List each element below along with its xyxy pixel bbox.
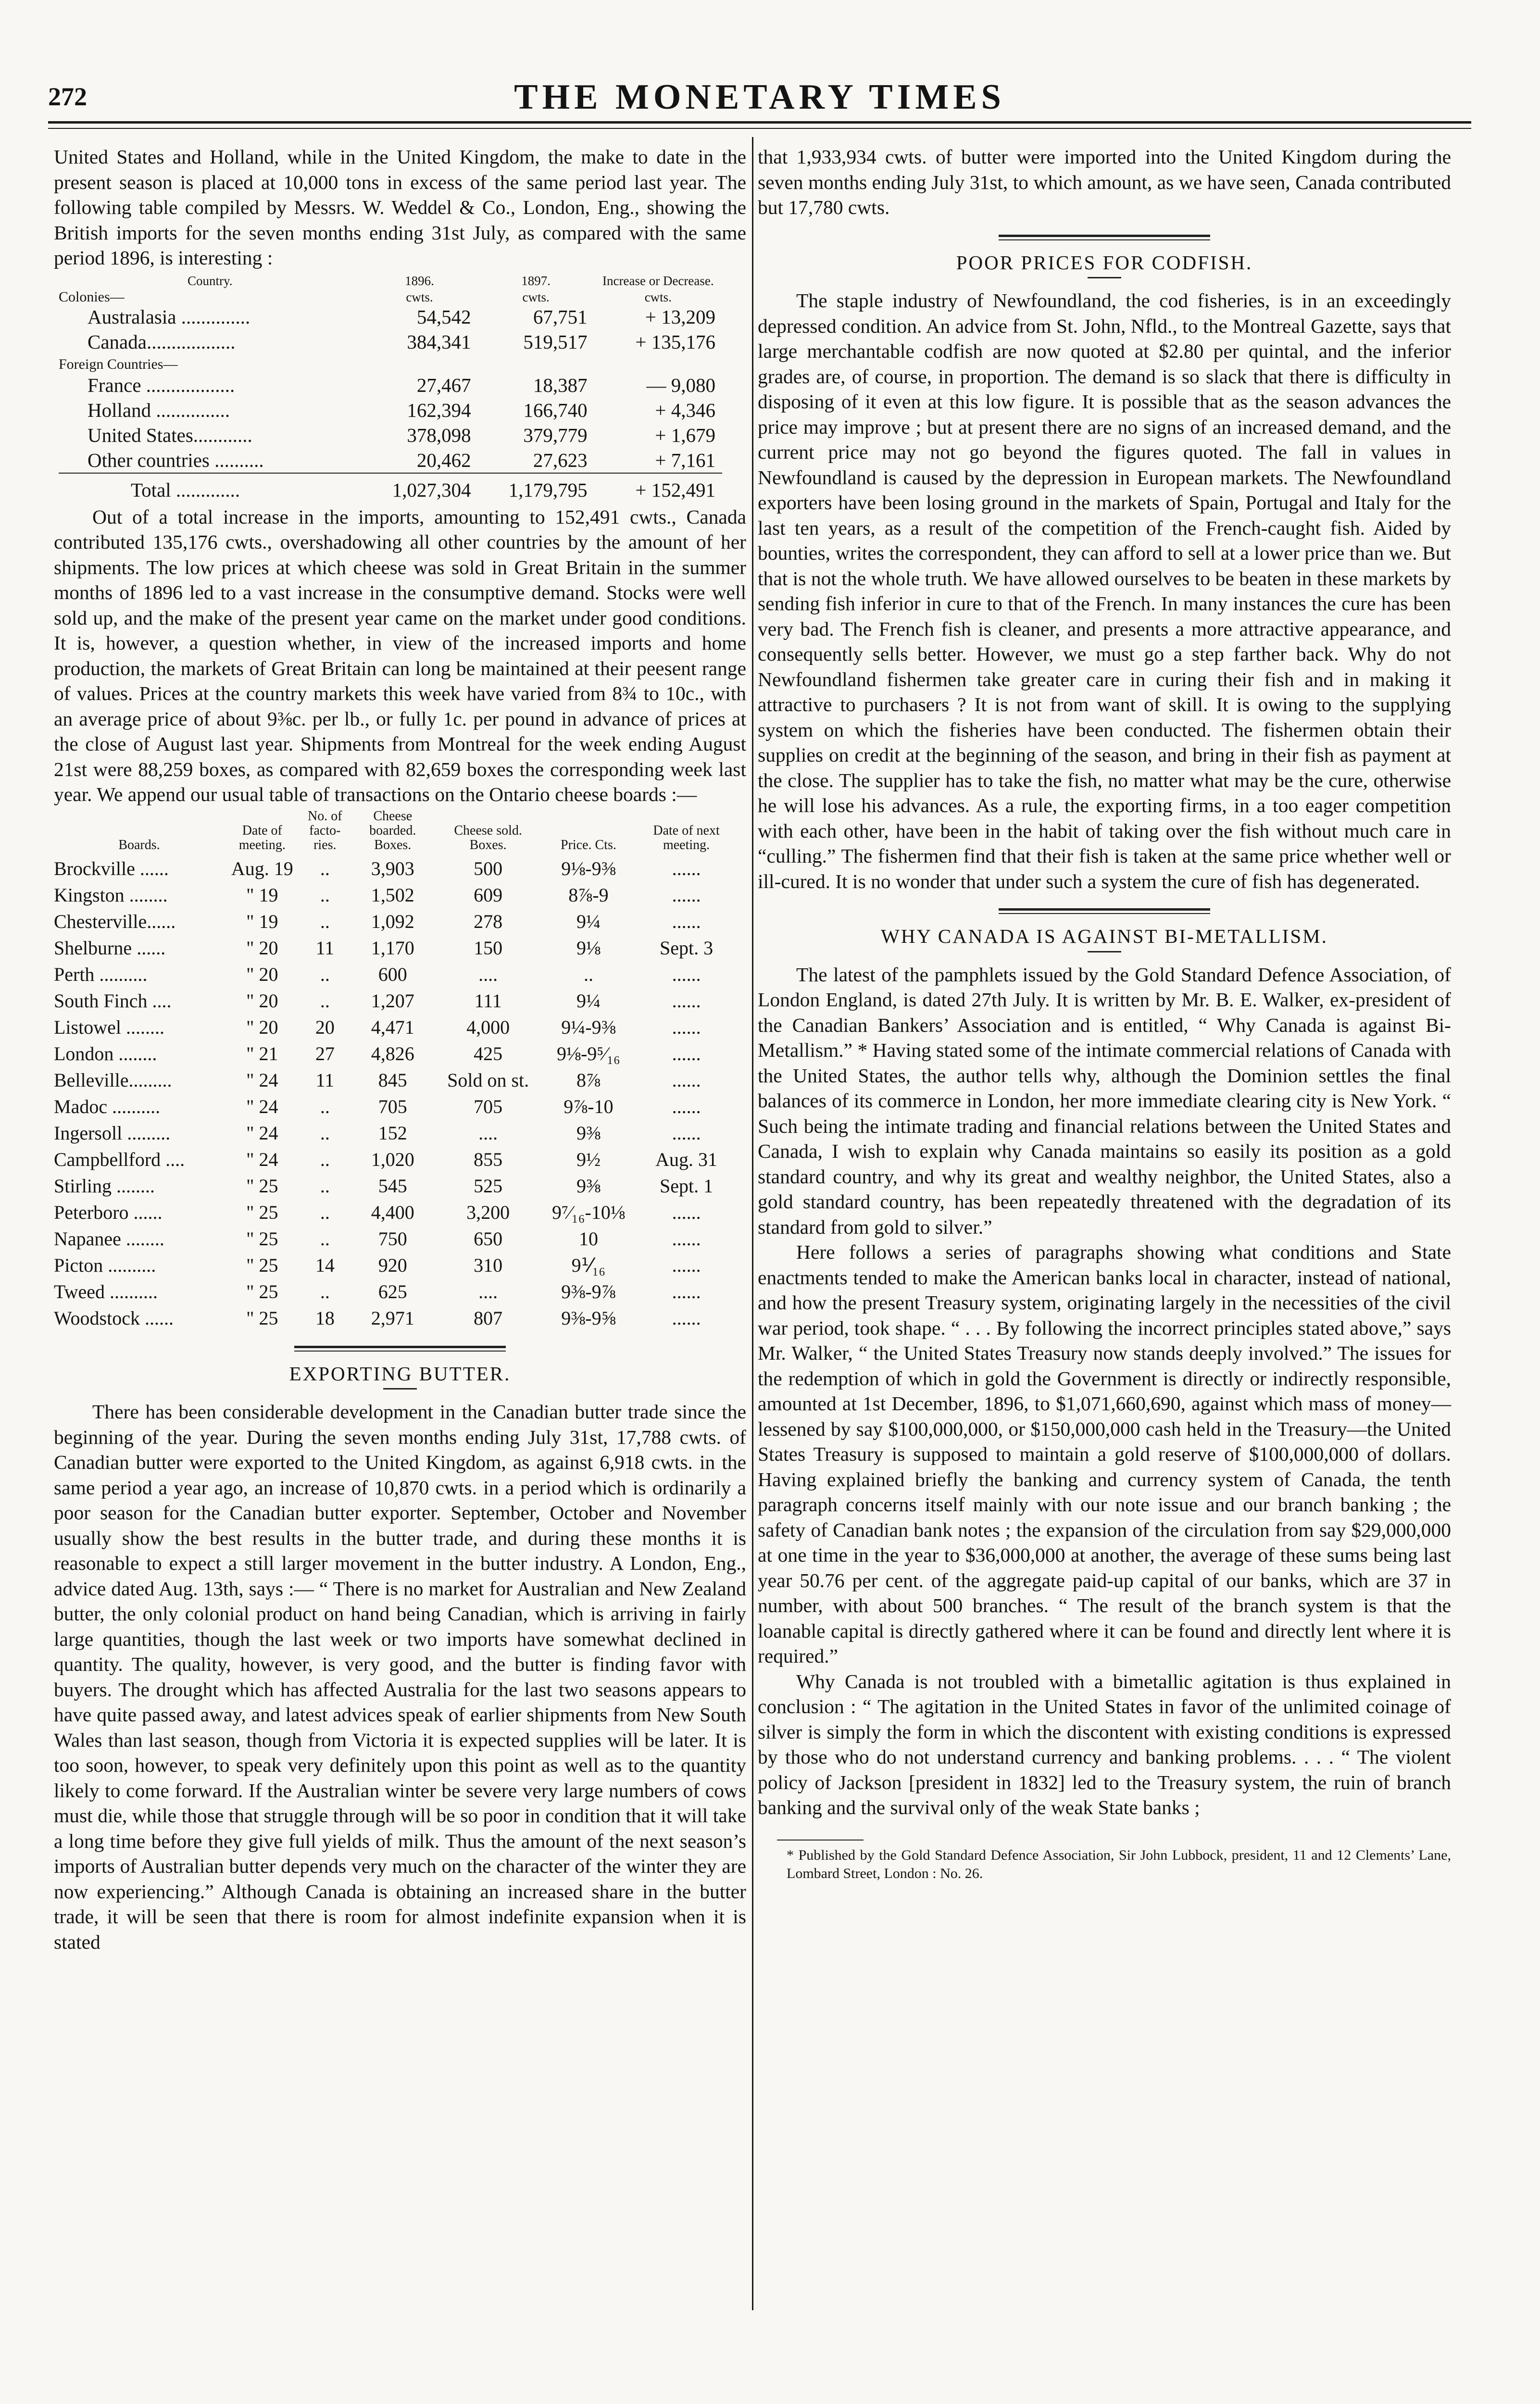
foreign-label: Foreign Countries— bbox=[59, 356, 178, 372]
total-1896: 1,027,304 bbox=[361, 473, 477, 502]
factory-count: .. bbox=[320, 910, 330, 932]
country-name: Australasia .............. bbox=[88, 305, 250, 328]
bimetallism-paragraph: Why Canada is not troubled with a bimetallic agitation is thus explained in conclusion : “ The agitation in the United States in favor of the unlimited coinage of silver is simply the form in which the discontent with existing conditions is expressed by those who do not understand currency and banking problems. . . . “ The violent policy of Jackson [president in 1832] led to the Treasury system, the ruin of branch banking and the survival only of the weak State banks ; bbox=[758, 1670, 1451, 1818]
board-name: Napanee ........ bbox=[54, 1227, 164, 1250]
table-row bbox=[54, 1120, 737, 1146]
factory-count: .. bbox=[320, 1122, 330, 1144]
heading-rule bbox=[1088, 951, 1121, 952]
price-cents: 9¼-9⅜ bbox=[561, 1016, 616, 1038]
boxes-boarded: 545 bbox=[378, 1175, 407, 1197]
heading-rule bbox=[1088, 277, 1121, 278]
table-row bbox=[54, 1252, 737, 1278]
table-row bbox=[59, 373, 722, 398]
page-header bbox=[48, 77, 1471, 120]
price-cents: 9⅜-9⅝ bbox=[561, 1307, 616, 1329]
col-header-1897: 1897. bbox=[521, 273, 551, 288]
cheese-article-paragraph: Out of a total increase in the imports, amounting to 152,491 cwts., Canada contributed 135,176 cwts., overshadowing all other countries by the amount of her shipments. The low prices at which cheese was sold in Great Britain in the summer months of 1896 led to a vast increase in the consumptive demand. Stocks were well sold up, and the make of the present year came on the market under good conditions. It is, however, a question whether, in view of the increased imports and home production, the markets of Great Britain can long be maintained at their peesent range of values. Prices at the country markets this week have varied from 8¾ to 10c., with an average price of about 9⅜c. per lb., or fully 1c. per pound in advance of prices at the close of August last year. Shipments from Montreal for the week ending August 21st were 88,259 boxes, as compared with 82,659 boxes the corresponding week last year. We append our usual table of transactions on the Ontario cheese boards :— bbox=[54, 505, 746, 805]
colonies-label: Colonies— bbox=[59, 288, 125, 305]
table-row bbox=[54, 1173, 737, 1199]
meeting-date: " 21 bbox=[246, 1042, 278, 1064]
boxes-boarded: 1,207 bbox=[371, 989, 414, 1012]
boxes-sold: .... bbox=[478, 1280, 498, 1302]
boxes-boarded: 4,471 bbox=[371, 1016, 414, 1038]
next-meeting: ...... bbox=[672, 1016, 701, 1038]
table-row bbox=[59, 448, 722, 473]
boxes-sold: 425 bbox=[474, 1042, 503, 1064]
next-meeting: ...... bbox=[672, 1254, 701, 1276]
board-name: Ingersoll ......... bbox=[54, 1122, 171, 1144]
price-cents: 8⅞-9 bbox=[568, 884, 609, 906]
page-number: 272 bbox=[48, 82, 87, 111]
boxes-boarded: 845 bbox=[378, 1069, 407, 1091]
table-row bbox=[54, 988, 737, 1014]
col-header-board: Boards. bbox=[118, 837, 160, 852]
column-divider bbox=[752, 137, 753, 2310]
next-meeting: ...... bbox=[672, 1069, 701, 1091]
next-meeting: Sept. 1 bbox=[660, 1175, 714, 1197]
table-row bbox=[54, 1146, 737, 1173]
value-change: + 135,176 bbox=[635, 330, 715, 353]
next-meeting: ...... bbox=[672, 857, 701, 879]
boxes-sold: .... bbox=[478, 963, 498, 985]
boxes-boarded: 1,170 bbox=[371, 937, 414, 959]
board-name: London ........ bbox=[54, 1042, 157, 1064]
table-row bbox=[54, 1226, 737, 1252]
heading-rule bbox=[383, 1388, 417, 1390]
table-row bbox=[54, 961, 737, 988]
next-meeting: Aug. 31 bbox=[655, 1148, 718, 1170]
footnote-rule bbox=[777, 1840, 864, 1841]
value-change: — 9,080 bbox=[646, 374, 715, 396]
col-header-date: Date of meeting. bbox=[238, 823, 286, 852]
col-header-sold: Cheese sold. Boxes. bbox=[454, 823, 522, 852]
col-header-country: Country. bbox=[187, 273, 233, 288]
price-cents: 9⅞-10 bbox=[563, 1095, 613, 1117]
col-header-change: Increase or Decrease. bbox=[602, 273, 714, 288]
value-1897: 18,387 bbox=[533, 374, 588, 396]
meeting-date: " 25 bbox=[246, 1254, 278, 1276]
factory-count: .. bbox=[320, 1095, 330, 1117]
value-change: + 4,346 bbox=[655, 399, 715, 421]
next-meeting: Sept. 3 bbox=[660, 937, 714, 959]
table-row bbox=[59, 423, 722, 448]
next-meeting: ...... bbox=[672, 963, 701, 985]
meeting-date: " 24 bbox=[246, 1122, 278, 1144]
butter-article-continuation: that 1,933,934 cwts. of butter were imported into the United Kingdom during the seven months ending July 31st, to which amount, as we have seen, Canada contributed but 17,780 cwts. bbox=[758, 146, 1451, 218]
boxes-boarded: 750 bbox=[378, 1227, 407, 1250]
table-row bbox=[54, 1014, 737, 1040]
board-name: Brockville ...... bbox=[54, 857, 169, 879]
value-change: + 7,161 bbox=[655, 449, 715, 471]
left-column bbox=[54, 144, 746, 1954]
boxes-boarded: 4,826 bbox=[371, 1042, 414, 1064]
next-meeting: ...... bbox=[672, 1042, 701, 1064]
right-column bbox=[758, 144, 1451, 1883]
country-name: Canada.................. bbox=[88, 330, 236, 353]
factory-count: .. bbox=[320, 1175, 330, 1197]
table-row bbox=[54, 855, 737, 882]
factory-count: 20 bbox=[315, 1016, 335, 1038]
factory-count: .. bbox=[320, 884, 330, 906]
price-cents: 9⅛-9⁵⁄₁₆ bbox=[557, 1042, 620, 1064]
bimetallism-paragraph: The latest of the pamphlets issued by the Gold Standard Defence Association, of London England, is dated 27th July. It is written by Mr. B. E. Walker, ex-president of the Canadian Bankers’ Association and is entitled, “ Why Canada is against Bi-Metallism.” * Having stated some of the intimate commercial relations of Canada with the United States, the author tells why, although the Dominion settles the final balances of its commerce in London, her more immediate clearing city is New York. “ Such being the intimate trading and financial relations between the United States and Canada, I wish to explain why Canada maintains so easily its position as a gold standard country, and why its great and wealthy neighbor, the United States, also a gold standard country, has been repeatedly threatened with the degradation of its standard from gold to silver.” bbox=[758, 963, 1451, 1238]
value-1896: 162,394 bbox=[407, 399, 471, 421]
meeting-date: " 25 bbox=[246, 1175, 278, 1197]
unit-1897: cwts. bbox=[522, 289, 550, 304]
meeting-date: " 20 bbox=[246, 989, 278, 1012]
meeting-date: Aug. 19 bbox=[231, 857, 293, 879]
value-1897: 379,779 bbox=[523, 424, 588, 446]
meeting-date: " 25 bbox=[246, 1201, 278, 1223]
section-rule bbox=[999, 235, 1210, 240]
butter-heading: EXPORTING BUTTER. bbox=[289, 1362, 511, 1385]
value-1896: 54,542 bbox=[416, 305, 471, 328]
next-meeting: ...... bbox=[672, 1122, 701, 1144]
boxes-boarded: 2,971 bbox=[371, 1307, 414, 1329]
value-1897: 166,740 bbox=[523, 399, 588, 421]
total-label: Total ............. bbox=[59, 473, 361, 502]
board-name: Listowel ........ bbox=[54, 1016, 164, 1038]
country-name: Other countries .......... bbox=[88, 449, 264, 471]
cheese-article-paragraph: United States and Holland, while in the United Kingdom, the make to date in the present season is placed at 10,000 tons in excess of the same period last year. The following table compiled by Messrs. W. Weddel & Co., London, Eng., showing the British imports for the seven months ending 31st July, as compared with the same period 1896, is interesting : bbox=[54, 146, 746, 269]
col-header-next: Date of next meeting. bbox=[653, 823, 720, 852]
butter-article-paragraph: There has been considerable development in the Canadian butter trade since the beginning of the year. During the seven months ending July 31st, 17,788 cwts. of Canadian butter were exported to the United Kingdom, as against 6,918 cwts. in the same period a year ago, an increase of 10,870 cwts. in a period which is ordinarily a poor season for the Canadian butter exporter. September, October and November usually show the best results in the butter trade, and during these months it is reasonable to expect a still larger movement in the butter industry. A London, Eng., advice dated Aug. 13th, says :— “ There is no market for Australian and New Zealand butter, the only colonial product on hand being Canadian, which is arriving in fairly large quantities, though the last week or two imports have somewhat declined in quantity. The quality, however, is very good, and the butter is finding favor with buyers. The drought which has affected Australia for the last two seasons appears to have quite passed away, and latest advices speak of earlier shipments from New South Wales than last season, though from Victoria it is expected supplies will be later. It is too soon, however, to speak very definitely upon this point as well as to the quantity likely to come forward. If the Australian winter be severe very large numbers of cows must die, while those that struggle through will be so poor in condition that it will take a long time before they give full yields of milk. Thus the amount of the next season’s imports of Australian butter depends very much on the character of the winter they are now experiencing.” Although Canada is obtaining an increased share in the butter trade, it will be seen that there is room for almost indefinite expansion when it is stated bbox=[54, 1401, 746, 1953]
boxes-sold: .... bbox=[478, 1122, 498, 1144]
codfish-heading: POOR PRICES FOR CODFISH. bbox=[956, 251, 1253, 274]
boxes-boarded: 1,092 bbox=[371, 910, 414, 932]
boxes-boarded: 1,502 bbox=[371, 884, 414, 906]
table-row bbox=[59, 329, 722, 354]
value-1896: 20,462 bbox=[416, 449, 471, 471]
price-cents: 9⅜-9⅞ bbox=[561, 1280, 616, 1302]
boxes-sold: 705 bbox=[474, 1095, 503, 1117]
board-name: Tweed .......... bbox=[54, 1280, 158, 1302]
board-name: Chesterville...... bbox=[54, 910, 176, 932]
board-name: Shelburne ...... bbox=[54, 937, 166, 959]
boxes-boarded: 625 bbox=[378, 1280, 407, 1302]
boxes-sold: 609 bbox=[474, 884, 503, 906]
price-cents: 8⅞ bbox=[576, 1069, 601, 1091]
factory-count: 11 bbox=[315, 1069, 335, 1091]
meeting-date: " 25 bbox=[246, 1280, 278, 1302]
boxes-boarded: 152 bbox=[378, 1122, 407, 1144]
table-row bbox=[54, 1199, 737, 1226]
col-header-boarded: Cheese boarded. Boxes. bbox=[369, 808, 416, 852]
boxes-sold: 278 bbox=[474, 910, 503, 932]
next-meeting: ...... bbox=[672, 1307, 701, 1329]
factory-count: .. bbox=[320, 1227, 330, 1250]
factory-count: .. bbox=[320, 857, 330, 879]
value-change: + 13,209 bbox=[645, 305, 715, 328]
unit-1896: cwts. bbox=[406, 289, 433, 304]
total-1897: 1,179,795 bbox=[478, 473, 594, 502]
price-cents: 10 bbox=[578, 1227, 598, 1250]
country-name: France .................. bbox=[88, 374, 235, 396]
table-row bbox=[54, 1040, 737, 1067]
table-total-row bbox=[59, 473, 722, 502]
boxes-boarded: 920 bbox=[378, 1254, 407, 1276]
cheese-boards-table bbox=[54, 809, 737, 1331]
value-1896: 27,467 bbox=[416, 374, 471, 396]
boxes-boarded: 3,903 bbox=[371, 857, 414, 879]
boxes-boarded: 4,400 bbox=[371, 1201, 414, 1223]
next-meeting: ...... bbox=[672, 1227, 701, 1250]
factory-count: 11 bbox=[315, 937, 335, 959]
price-cents: 9⅛-9⅜ bbox=[561, 857, 616, 879]
price-cents: .. bbox=[583, 963, 593, 985]
table-row bbox=[59, 398, 722, 423]
board-name: Stirling ........ bbox=[54, 1175, 155, 1197]
boxes-sold: Sold on st. bbox=[447, 1069, 529, 1091]
table-row bbox=[54, 908, 737, 935]
imports-table bbox=[59, 274, 722, 502]
meeting-date: " 25 bbox=[246, 1227, 278, 1250]
next-meeting: ...... bbox=[672, 910, 701, 932]
meeting-date: " 24 bbox=[246, 1148, 278, 1170]
table-row bbox=[54, 1067, 737, 1093]
board-name: Perth .......... bbox=[54, 963, 148, 985]
next-meeting: ...... bbox=[672, 884, 701, 906]
factory-count: 18 bbox=[315, 1307, 335, 1329]
factory-count: 14 bbox=[315, 1254, 335, 1276]
value-1896: 378,098 bbox=[407, 424, 471, 446]
value-1897: 27,623 bbox=[533, 449, 588, 471]
board-name: Picton .......... bbox=[54, 1254, 156, 1276]
boxes-sold: 150 bbox=[474, 937, 503, 959]
factory-count: .. bbox=[320, 1148, 330, 1170]
boxes-sold: 855 bbox=[474, 1148, 503, 1170]
next-meeting: ...... bbox=[672, 1280, 701, 1302]
meeting-date: " 20 bbox=[246, 963, 278, 985]
value-change: + 1,679 bbox=[655, 424, 715, 446]
table-row bbox=[59, 304, 722, 329]
factory-count: .. bbox=[320, 1280, 330, 1302]
col-header-factories: No. of facto-ries. bbox=[308, 808, 342, 852]
board-name: Woodstock ...... bbox=[54, 1307, 174, 1329]
meeting-date: " 25 bbox=[246, 1307, 278, 1329]
price-cents: 9¼ bbox=[576, 989, 601, 1012]
next-meeting: ...... bbox=[672, 1201, 701, 1223]
meeting-date: " 20 bbox=[246, 1016, 278, 1038]
bimetallism-paragraph: Here follows a series of paragraphs showing what conditions and State enactments tended to make the American banks local in character, instead of national, and how the present Treasury system, originating largely in the necessities of the civil war period, took shape. “ . . . By following the incorrect principles stated above,” says Mr. Walker, “ the United States Treasury now stands deeply involved.” The issues for the redemption of which in gold the Government is directly or indirectly responsible, amounted at 1st December, 1896, to $1,071,660,690, against which mass of money—lessened by say $100,000,000, or $150,000,000 cash held in the Treasury—the United States Treasury is supposed to maintain a gold reserve of $100,000,000 of dollars. Having explained briefly the banking and currency system of Canada, the tenth paragraph concerns itself mainly with our note issue and our branch banking ; the safety of Canadian bank notes ; the expansion of the circulation from say $29,000,000 at one time in the year to $36,000,000 at another, the average of these sums being last year 50.76 per cent. of the aggregate paid-up capital of our banks, which are 37 in number, with about 500 branches. “ The result of the branch system is that the loanable capital is directly gathered where it can be found and directly lent where it is required.” bbox=[758, 1241, 1451, 1667]
price-cents: 9⅟₁₆ bbox=[571, 1254, 606, 1276]
meeting-date: " 19 bbox=[246, 910, 278, 932]
price-cents: 9⁷⁄₁₆-10⅛ bbox=[552, 1201, 625, 1223]
col-header-price: Price. Cts. bbox=[561, 837, 616, 852]
boxes-sold: 650 bbox=[474, 1227, 503, 1250]
boxes-sold: 3,200 bbox=[466, 1201, 510, 1223]
masthead-title: THE MONETARY TIMES bbox=[514, 77, 1005, 117]
board-name: South Finch .... bbox=[54, 989, 172, 1012]
price-cents: 9⅜ bbox=[576, 1175, 601, 1197]
meeting-date: " 19 bbox=[246, 884, 278, 906]
value-1896: 384,341 bbox=[407, 330, 471, 353]
country-name: Holland ............... bbox=[88, 399, 230, 421]
board-name: Belleville......... bbox=[54, 1069, 172, 1091]
table-row bbox=[54, 1305, 737, 1331]
footnote: * Published by the Gold Standard Defence Association, Sir John Lubbock, president, 11 and 12 Clements’ Lane, Lombard Street, London : No. 26. bbox=[787, 1847, 1451, 1881]
col-header-1896: 1896. bbox=[405, 273, 434, 288]
meeting-date: " 24 bbox=[246, 1095, 278, 1117]
table-row bbox=[54, 935, 737, 961]
boxes-sold: 525 bbox=[474, 1175, 503, 1197]
table-row bbox=[54, 1093, 737, 1120]
boxes-boarded: 600 bbox=[378, 963, 407, 985]
boxes-sold: 500 bbox=[474, 857, 503, 879]
factory-count: .. bbox=[320, 989, 330, 1012]
boxes-boarded: 705 bbox=[378, 1095, 407, 1117]
price-cents: 9¼ bbox=[576, 910, 601, 932]
boxes-sold: 111 bbox=[474, 989, 502, 1012]
section-rule bbox=[999, 908, 1210, 914]
total-change: + 152,491 bbox=[594, 473, 722, 502]
header-rule bbox=[48, 121, 1471, 129]
country-name: United States............ bbox=[88, 424, 252, 446]
board-name: Madoc .......... bbox=[54, 1095, 161, 1117]
boxes-boarded: 1,020 bbox=[371, 1148, 414, 1170]
value-1897: 519,517 bbox=[523, 330, 588, 353]
codfish-article-paragraph: The staple industry of Newfoundland, the cod fisheries, is in an exceedingly depressed condition. An advice from St. John, Nfld., to the Montreal Gazette, says that large merchantable codfish are now quoted at $2.80 per quintal, and the inferior grades are, of course, in proportion. The demand is so slack that there is difficulty in disposing of it even at this low figure. It is possible that as the season advances the price may improve ; but at present there are no signs of an increased demand, and the current price may not go beyond the figures quoted. The fall in values in Newfoundland is caused by the depression in European markets. The Newfoundland exporters have been losing ground in the markets of Spain, Portugal and Italy for the last ten years, as a result of the competition of the French-caught fish. Aided by bounties, writes the correspondent, they can afford to sell at a lower price than we. But that is not the whole truth. We have allowed ourselves to be beaten in these markets by sending fish inferior in cure to that of the French. In many instances the cure has been very bad. The French fish is cleaner, and presents a more attractive appearance, and consequently sells better. However, we must go a step farther back. Why do not Newfoundland fishermen take greater care in curing their fish and in making it attractive to purchasers ? It is not from want of skill. It is owing to the supplying system on which the fisheries have been conducted. The fishermen obtain their supplies on credit at the beginning of the season, and bring in their fish as payment at the close. The supplier has to take the fish, no matter what may be the cure, otherwise he will lose his advances. As a rule, the exporting firms, in a too eager competition with each other, have been in the habit of taking over the fish without much care in “culling.” The fishermen find that their fish is taken at the same price whether well or ill-cured. It is no wonder that under such a system the cure of fish has degenerated. bbox=[758, 289, 1451, 892]
boxes-sold: 807 bbox=[474, 1307, 503, 1329]
board-name: Kingston ........ bbox=[54, 884, 168, 906]
price-cents: 9⅛ bbox=[576, 937, 601, 959]
table-row bbox=[54, 1278, 737, 1305]
section-rule bbox=[294, 1346, 506, 1352]
next-meeting: ...... bbox=[672, 989, 701, 1012]
bimetallism-heading: WHY CANADA IS AGAINST BI-METALLISM. bbox=[881, 925, 1328, 947]
boxes-sold: 4,000 bbox=[466, 1016, 510, 1038]
meeting-date: " 24 bbox=[246, 1069, 278, 1091]
board-name: Peterboro ...... bbox=[54, 1201, 163, 1223]
next-meeting: ...... bbox=[672, 1095, 701, 1117]
boxes-sold: 310 bbox=[474, 1254, 503, 1276]
factory-count: .. bbox=[320, 963, 330, 985]
price-cents: 9½ bbox=[576, 1148, 601, 1170]
price-cents: 9⅜ bbox=[576, 1122, 601, 1144]
board-name: Campbellford .... bbox=[54, 1148, 185, 1170]
meeting-date: " 20 bbox=[246, 937, 278, 959]
value-1897: 67,751 bbox=[533, 305, 588, 328]
table-row bbox=[54, 882, 737, 908]
factory-count: 27 bbox=[315, 1042, 335, 1064]
unit-change: cwts. bbox=[644, 289, 672, 304]
factory-count: .. bbox=[320, 1201, 330, 1223]
